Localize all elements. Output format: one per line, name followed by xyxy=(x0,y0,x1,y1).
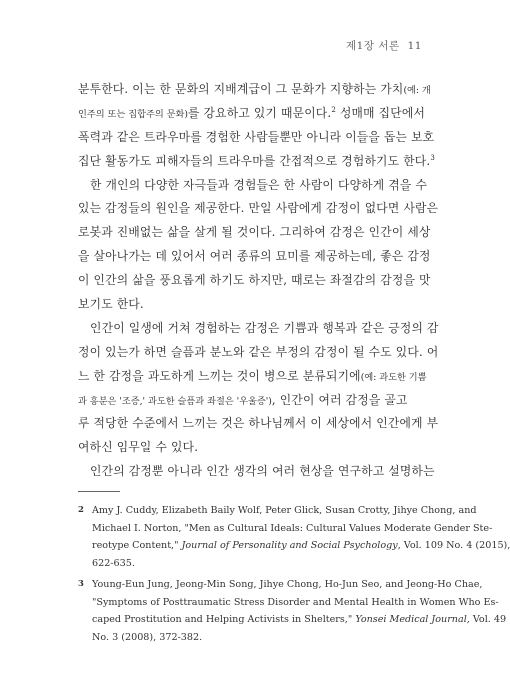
footnote-divider xyxy=(78,491,120,492)
text-run: 집단 활동가도 피해자들의 트라우마를 간접적으로 경험하기도 한다. xyxy=(78,153,431,168)
footnote-line xyxy=(92,611,507,629)
footnote-line: Young-Eun Jung, Jeong-Min Song, Jihye Chong, Ho-Jun Seo, and Jeong-Ho Chae, xyxy=(92,579,483,590)
text-run: 분투한다. 이는 한 문화의 지배계급이 그 문화가 지향하는 가치 xyxy=(78,82,404,96)
parenthetical-note: 과 흥분은 '조증,' 과도한 슬픔과 좌절은 '우울증') xyxy=(78,395,272,407)
footnotes xyxy=(78,502,510,650)
footnote-number: 2 xyxy=(78,505,84,515)
text-line: 폭력과 같은 트라우마를 경험한 사람들뿐만 아니라 이들을 돕는 보호 xyxy=(78,129,435,144)
footnote-3 xyxy=(78,576,507,646)
parenthetical-note: (예: 개 xyxy=(403,85,431,96)
footnote-ref-2[interactable]: 2 xyxy=(331,105,336,114)
footnote-text: caped Prostitution and Helping Activists in Shelters," xyxy=(92,614,356,625)
footnote-line: Michael I. Norton, "Men as Cultural Ideals: Cultural Values Moderate Gender Ste- xyxy=(92,522,493,534)
text-line xyxy=(78,365,425,389)
footnote-2 xyxy=(78,502,510,572)
footnote-number: 3 xyxy=(78,579,84,589)
footnote-line xyxy=(92,537,510,555)
footnote-text: reotype Content," xyxy=(92,540,182,551)
paragraph-start: 인간이 일생에 거쳐 경험하는 감정은 기쁨과 행복과 같은 긍정의 감 xyxy=(90,320,439,335)
footnote-line: 622-635. xyxy=(92,557,135,569)
running-header xyxy=(346,38,422,53)
text-line: 있는 감정들의 원인을 제공한다. 만일 사람에게 감정이 없다면 사람은 xyxy=(78,201,439,216)
text-line: 이 인간의 삶을 풍요롭게 하기도 하지만, 때로는 좌절감의 감정을 맛 xyxy=(78,273,431,288)
footnote-text: , Vol. 109 No. 4 (2015), xyxy=(397,540,510,551)
main-text xyxy=(78,78,439,484)
footnote-line: No. 3 (2008), 372-382. xyxy=(92,631,203,643)
footnote-line: Amy J. Cuddy, Elizabeth Baily Wolf, Peter Glick, Susan Crotty, Jihye Chong, and xyxy=(92,505,477,516)
text-run: 성매매 집단에서 xyxy=(336,105,426,120)
text-line: 여하신 임무일 수 있다. xyxy=(78,440,199,455)
text-line: 루 적당한 수준에서 느끼는 것은 하나님께서 이 세상에서 인간에게 부 xyxy=(78,416,439,431)
journal-title: Yonsei Medical Journal xyxy=(355,614,467,625)
footnote-line: "Symptoms of Posttraumatic Stress Disorder and Mental Health in Women Who Es- xyxy=(92,596,499,608)
page-number: 11 xyxy=(407,40,422,52)
parenthetical-note: 인주의 또는 집합주의 문화) xyxy=(78,108,188,120)
text-line xyxy=(78,78,431,102)
text-line: 을 살아나가는 데 있어서 여러 종류의 묘미를 제공하는데, 좋은 감정 xyxy=(78,249,431,264)
text-line: 보기도 한다. xyxy=(78,297,144,312)
text-line: 정이 있는가 하면 슬픔과 분노와 같은 부정의 감정이 될 수도 있다. 어 xyxy=(78,344,439,359)
text-line xyxy=(78,389,425,413)
text-line xyxy=(78,102,425,126)
text-line: 로봇과 진배없는 삶을 살게 될 것이다. 그리하여 감정은 인간이 세상 xyxy=(78,225,431,240)
chapter-title: 제1장 서론 xyxy=(346,40,400,52)
journal-title: Journal of Personality and Social Psychology xyxy=(181,540,398,551)
text-run: 느 한 감정을 과도하게 느끼는 것이 병으로 분류되기에 xyxy=(78,368,361,383)
parenthetical-note: (예: 과도한 기쁨 xyxy=(360,371,427,383)
text-run: , 인간이 여러 감정을 골고 xyxy=(271,392,408,407)
footnote-text: , Vol. 49 xyxy=(466,614,507,625)
footnote-ref-3[interactable]: 3 xyxy=(430,153,435,162)
paragraph-start: 인간의 감정뿐 아니라 인간 생각의 여러 현상을 연구하고 설명하는 xyxy=(90,464,435,479)
text-line xyxy=(78,150,435,174)
text-run: 를 강요하고 있기 때문이다. xyxy=(187,105,332,120)
paragraph-start: 한 개인의 다양한 자극들과 경험들은 한 사람이 다양하게 겪을 수 xyxy=(90,177,428,192)
